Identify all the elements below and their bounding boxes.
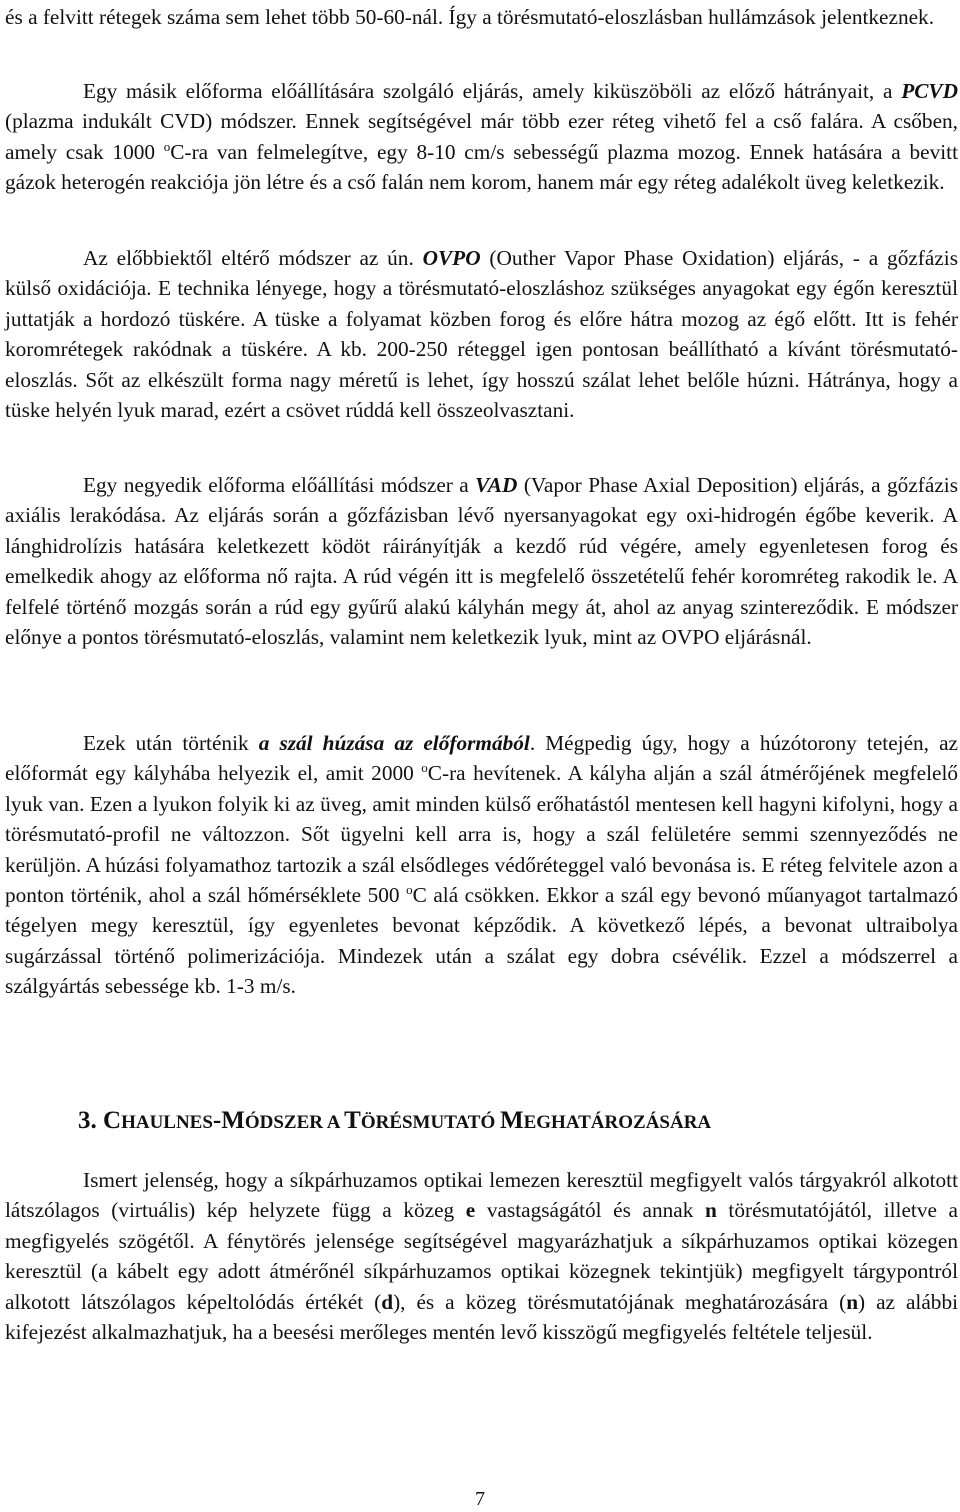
paragraph-5-text-c: C-ra hevítenek. A kályha alján a szál átmérőjének megfelelő lyuk van. Ezen a lyukon folyik ki az üveg, amit minden külső erőhatástól mentesen kell hagyni kifolyni, hogy a törésmutató-profil ne változzon. Sőt ügyelni kell arra is, hogy a szál felületére semmi szennyeződés ne kerüljön. A húzási folyamathoz tartozik a szál elsődleges védőréteggel való bevonása is. E réteg felvitele azon a ponton történik, ahol a szál hőmérséklete 500 [5, 761, 959, 908]
paragraph-5-text-d: C alá csökken. Ekkor a szál egy bevonó műanyagot tartalmazó tégelyen megy keresztül, így egyenletes bevonat képződik. A következő lépés, a bevonat ultraibolya sugárzással történő polimerizációja. Mindezek után a szálat egy dobra csévélik. Ezzel a módszerrel a szálgyártás sebessége kb. 1-3 m/s. [5, 883, 959, 999]
paragraph-6 [5, 1165, 958, 1347]
heading-part: M [499, 1107, 524, 1134]
ovpo-term: OVPO [422, 246, 481, 270]
heading-part: - [212, 1107, 222, 1134]
symbol-n: n [846, 1289, 859, 1314]
section-heading [78, 1106, 711, 1138]
heading-part: EGHATÁROZÁSÁRA [523, 1112, 712, 1133]
paragraph-2-text-b: (plazma indukált CVD) módszer. Ennek segítségével már több ezer réteg vihető fel a cső falára. A csőben, amely csak 1000 [5, 109, 958, 164]
paragraph-1 [5, 2, 958, 32]
pcvd-term: PCVD [901, 79, 958, 103]
paragraph-4-text-b: (Vapor Phase Axial Deposition) eljárás, a gőzfázis axiális lerakódása. Az eljárás során a gőzfázisban lévő nyersanyagokat egy oxi-hidrogén égőbe keverik. A lánghidrolízis hatására keletkezett ködöt ráirányítják a kezdő rúd végére, amely egyenletesen forog és emelkedik ahogy az előforma nő rajta. A rúd végén itt is megfelelő összetételű fehér koromréteg rakodik le. A felfelé történő mozgás során a rúd egy gyűrű alakú kályhán megy át, ahol az anyag szintereződik. E módszer előnye a pontos törésmutató-eloszlás, valamint nem keletkezik lyuk, mint az OVPO eljárásnál. [5, 473, 958, 650]
heading-part: M [221, 1107, 245, 1134]
paragraph-1-text: és a felvitt rétegek száma sem lehet több 50-60-nál. Így a törésmutató-eloszlásban hullámzások jelentkeznek. [5, 5, 935, 29]
heading-part: T [344, 1107, 361, 1134]
paragraph-6-text-e: ) az alábbi kifejezést alkalmazhatjuk, ha a beesési merőleges mentén levő kisszögű megfigyelés feltétele teljesül. [5, 1289, 959, 1345]
symbol-e: e [465, 1198, 476, 1223]
paragraph-6-text-c: törésmutatójától, illetve a megfigyelés szögétől. A fénytörés jelensége segítségével magyarázhatjuk a síkpárhuzamos optikai közegen keresztül (a kábelt egy adott átmérőnél síkpárhuzamos optikai közegnek tekintjük) megfigyelt tárgypontról alkotott látszólagos képeltolódás értékét ( [5, 1198, 958, 1314]
heading-part: ÖRÉSMUTATÓ [360, 1112, 500, 1133]
section-number: 3. [78, 1107, 103, 1134]
page-number: 7 [475, 1488, 485, 1510]
paragraph-4-text-a: Egy negyedik előforma előállítási módszer a [83, 473, 476, 497]
vad-term: VAD [475, 473, 518, 497]
paragraph-3 [5, 243, 958, 425]
paragraph-3-text-a: Az előbbiektől eltérő módszer az ún. [83, 246, 423, 270]
paragraph-5 [5, 728, 958, 1002]
paragraph-2-text-a: Egy másik előforma előállítására szolgáló eljárás, amely kiküszöböli az előző hátrányait, a [83, 79, 902, 103]
paragraph-5-text-a: Ezek után történik [83, 731, 259, 755]
heading-part: C [103, 1107, 122, 1134]
degree-mark: o [421, 760, 428, 776]
paragraph-6-text-d: ), és a közeg törésmutatójának meghatározására ( [393, 1289, 847, 1314]
paragraph-5-text-b: . Mégpedig úgy, hogy a húzótorony tetején, az előformát egy kályhába helyezik el, amit 2000 [5, 731, 958, 786]
heading-part: ÓDSZER A [244, 1112, 345, 1133]
paragraph-6-text-b: vastagságától és annak [475, 1198, 705, 1223]
paragraph-2 [5, 76, 958, 198]
paragraph-6-text-a: Ismert jelenség, hogy a síkpárhuzamos optikai lemezen keresztül megfigyelt valós tárgyakról alkotott látszólagos (virtuális) kép helyzete függ a közeg [5, 1168, 958, 1223]
paragraph-4 [5, 470, 958, 652]
heading-part: HAULNES [121, 1112, 213, 1133]
symbol-n: n [704, 1198, 717, 1223]
symbol-d: d [381, 1289, 394, 1314]
degree-mark: o [406, 882, 413, 898]
fiber-drawing-term: a szál húzása az előformából [258, 731, 530, 755]
degree-mark: o [163, 138, 171, 154]
paragraph-2-text-c: C-ra van felmelegítve, egy 8-10 cm/s sebességű plazma mozog. Ennek hatására a bevitt gázok heterogén reakciója jön létre és a cső falán nem korom, hanem már egy réteg adalékolt üveg keletkezik. [5, 139, 958, 195]
paragraph-3-text-b: (Outher Vapor Phase Oxidation) eljárás, - a gőzfázis külső oxidációja. E technika lényege, hogy a törésmutató-eloszláshoz szükséges anyagokat egy égőn keresztül juttatják a hordozó tüskére. A tüske a folyamat közben forog és előre hátra mozog az égő előtt. Itt is fehér koromrétegek rakódnak a tüskére. A kb. 200-250 réteggel igen pontosan beállítható a kívánt törésmutató-eloszlás. Sőt az elkészült forma nagy méretű is lehet, így hosszú szálat lehet belőle húzni. Hátránya, hogy a tüske helyén lyuk marad, ezért a csövet rúddá kell összeolvasztani. [5, 246, 959, 423]
